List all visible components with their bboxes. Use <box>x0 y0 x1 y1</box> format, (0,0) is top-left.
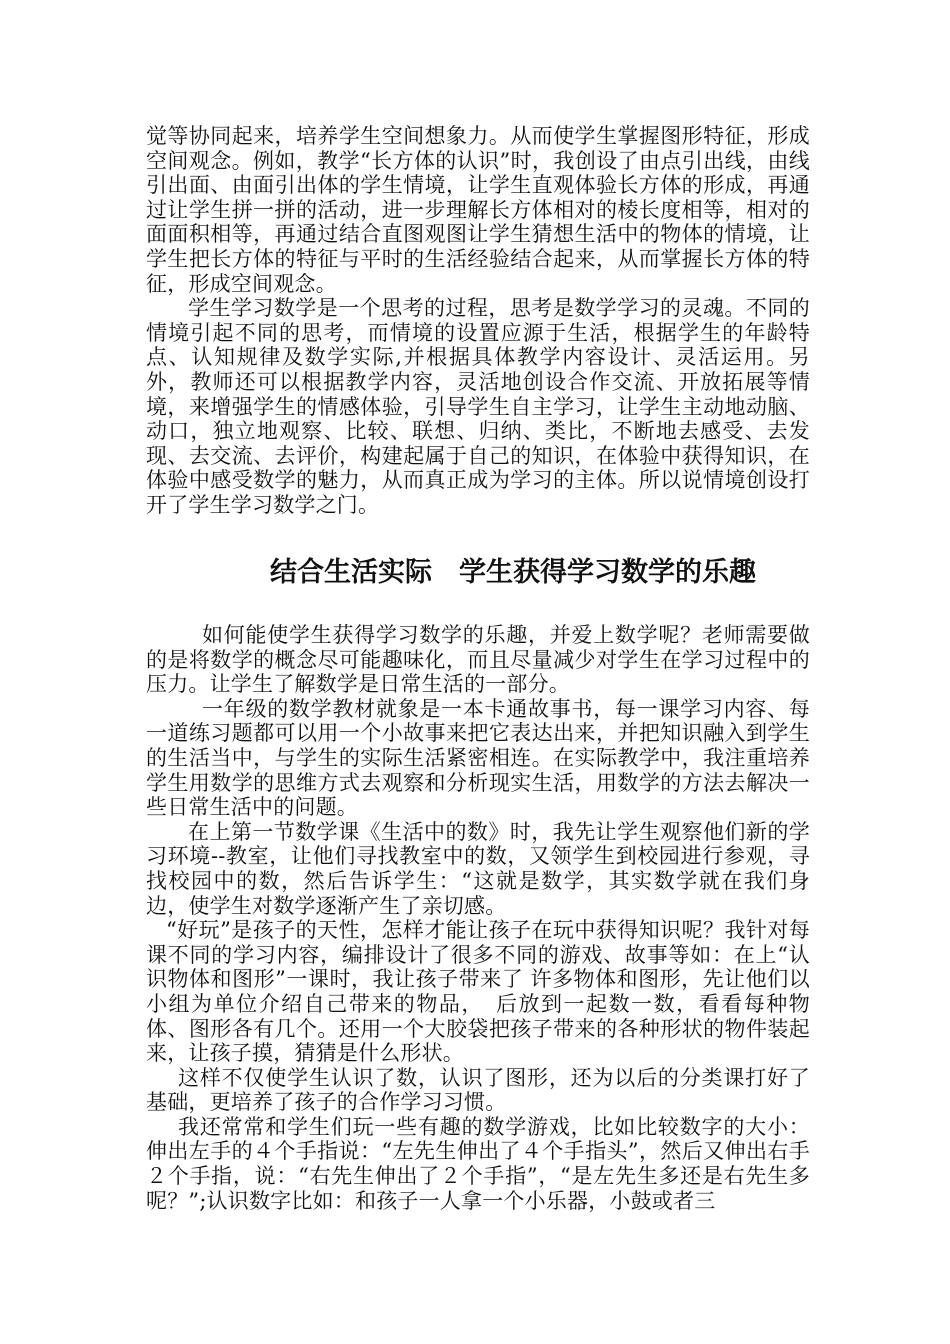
paragraph: 这样不仅使学生认识了数，认识了图形，还为以后的分类课打好了基础，更培养了孩子的合作学习习惯。 <box>146 1065 810 1115</box>
paragraph: “好玩”是孩子的天性，怎样才能让孩子在玩中获得知识呢？我针对每课不同的学习内容，编排设计了很多不同的游戏、故事等如：在上“认识物体和图形”一课时，我让孩子带来了 许多物体和图形，先让他们以小组为单位介绍自己带来的物品， 后放到一起数一数，看看每种物体、图形各有几个。还用一个大胶袋把孩子带来的各种形状的物件装起来，让孩子摸，猜猜是什么形状。 <box>146 918 810 1066</box>
paragraph: 如何能使学生获得学习数学的乐趣，并爱上数学呢？老师需要做的是将数学的概念尽可能趣味化，而且尽量减少对学生在学习过程中的压力。让学生了解数学是日常生活的一部分。 <box>146 623 810 697</box>
section-heading: 结合生活实际 学生获得学习数学的乐趣 <box>270 557 756 588</box>
paragraph: 我还常常和学生们玩一些有趣的数学游戏，比如比较数字的大小：伸出左手的４个手指说：“左先生伸出了４个手指头”，然后又伸出右手２个手指，说：“右先生伸出了２个手指”，“是左先生多还是右先生多呢？”;认识数字比如：和孩子一人拿一个小乐器，小鼓或者三 <box>146 1114 810 1213</box>
paragraph: 一年级的数学教材就象是一本卡通故事书，每一课学习内容、每一道练习题都可以用一个小故事来把它表达出来，并把知识融入到学生的生活当中，与学生的实际生活紧密相连。在实际教学中，我注重培养学生用数学的思维方式去观察和分析现实生活，用数学的方法去解决一些日常生活中的问题。 <box>146 696 810 820</box>
paragraph: 觉等协同起来，培养学生空间想象力。从而使学生掌握图形特征，形成空间观念。例如，教学“长方体的认识”时，我创设了由点引出线，由线引出面、由面引出体的学生情境，让学生直观体验长方体的形成，再通过让学生拼一拼的活动，进一步理解长方体相对的棱长度相等，相对的面面积相等，再通过结合直图观图让学生猜想生活中的物体的情境，让学生把长方体的特征与平时的生活经验结合起来，从而掌握长方体的特征，形成空间观念。 <box>146 124 810 296</box>
paragraph: 学生学习数学是一个思考的过程，思考是数学学习的灵魂。不同的情境引起不同的思考，而情境的设置应源于生活，根据学生的年龄特点、认知规律及数学实际,并根据具体教学内容设计、灵活运用。另外，教师还可以根据教学内容，灵活地创设合作交流、开放拓展等情境，来增强学生的情感体验，引导学生自主学习，让学生主动地动脑、动口，独立地观察、比较、联想、归纳、类比，不断地去感受、去发现、去交流、去评价，构建起属于自己的知识，在体验中获得知识，在体验中感受数学的魅力，从而真正成为学习的主体。所以说情境创设打开了学生学习数学之门。 <box>146 296 810 517</box>
section-2-text <box>146 623 810 1213</box>
section-1-text <box>146 124 810 518</box>
paragraph: 在上第一节数学课《生活中的数》时，我先让学生观察他们新的学习环境--教室，让他们寻找教室中的数，又领学生到校园进行参观，寻找校园中的数，然后告诉学生：“这就是数学，其实数学就在我们身边，使学生对数学逐渐产生了亲切感。 <box>146 819 810 918</box>
